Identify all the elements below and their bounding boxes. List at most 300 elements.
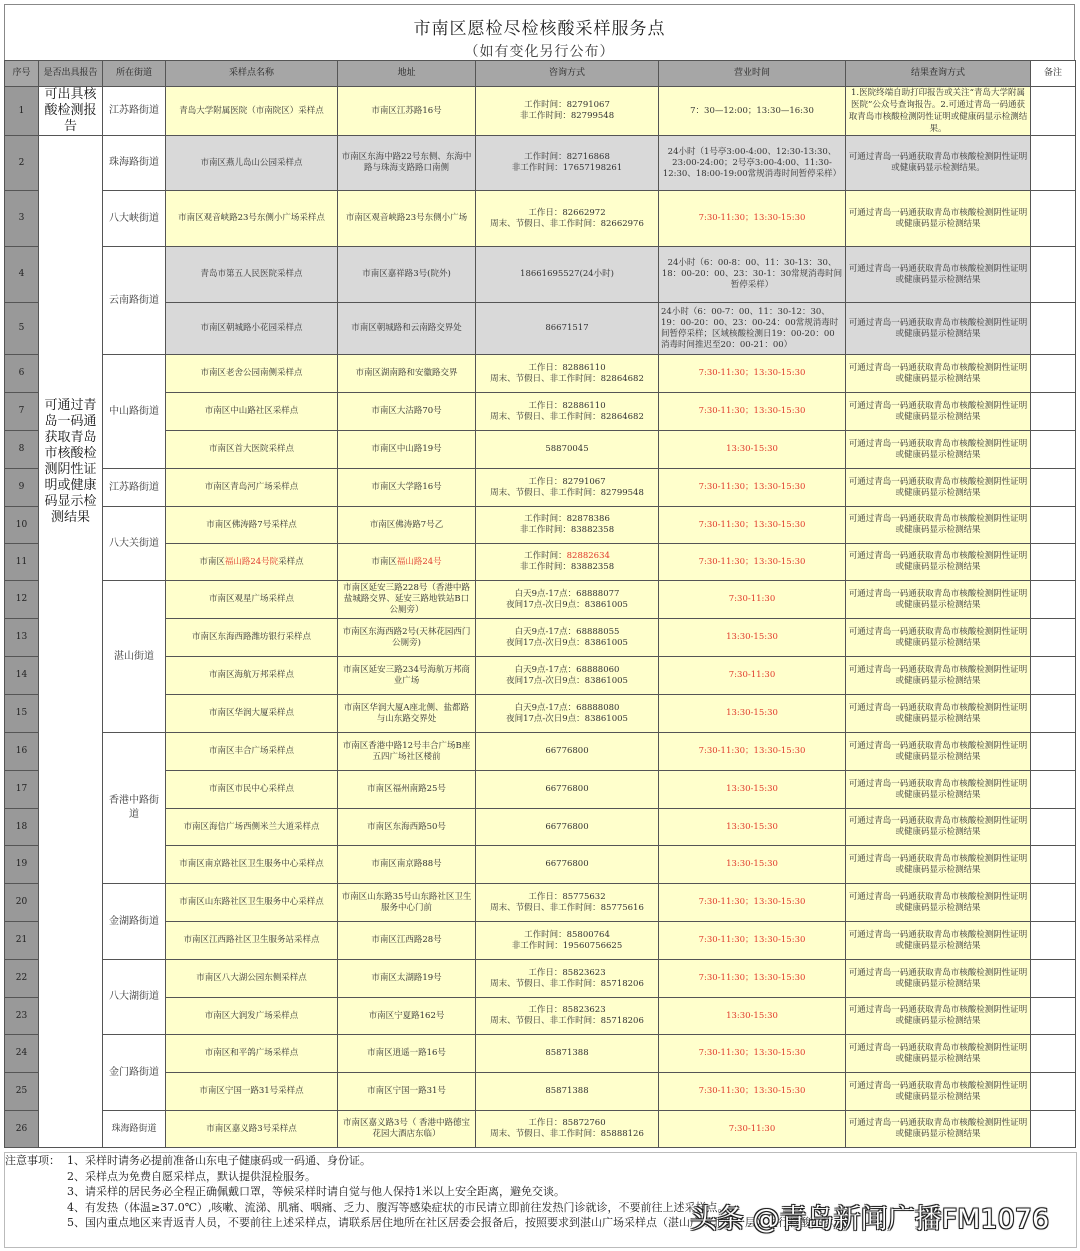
site-note <box>1031 657 1076 695</box>
contact-label: 工作时间： <box>524 551 567 561</box>
row-index: 8 <box>5 431 39 469</box>
site-address: 市南区江苏路16号 <box>338 87 476 136</box>
address-text: 市南区 <box>371 556 397 567</box>
site-name: 市南区嘉义路3号采样点 <box>166 1111 338 1148</box>
site-address: 市南区江西路28号 <box>338 922 476 960</box>
report-group-cell: 可出具核酸检测报告 <box>39 87 103 136</box>
hours-text: 7:30-11:30；13:30-15:30 <box>698 556 806 567</box>
site-contact <box>476 431 659 469</box>
contact-line: 非工作时间：83882358 <box>519 525 615 535</box>
site-note <box>1031 809 1076 846</box>
name-highlight: 福山路24号院 <box>224 556 279 567</box>
site-name: 市南区江西路社区卫生服务站采样点 <box>166 922 338 960</box>
site-result: 可通过青岛一码通获取青岛市核酸检测阴性证明或健康码显示检测结果 <box>846 581 1031 619</box>
hours-text: 24小时（6：00-7：00、11：30-12：30、19：00-20：00、23：00-24：00常规消毒时间暂停采样；区域核酸检测日19：00-20：00消毒时间推迟至20：00-21：00） <box>661 306 839 350</box>
report-group-cell: 可通过青岛一码通获取青岛市核酸检测阴性证明或健康码显示检测结果 <box>39 136 103 1148</box>
site-hours <box>659 355 846 393</box>
table-row <box>5 431 1076 469</box>
contact-line: 夜间17点-次日9点：83861005 <box>506 675 628 686</box>
contact-line <box>478 551 656 562</box>
site-result: 1.医院终端自助打印报告或关注“青岛大学附属医院”公众号查询报告。2.可通过青岛一码通获取青岛市核酸检测阴性证明或健康码显示检测结果。 <box>846 87 1031 136</box>
hours-text: 7:30-11:30；13:30-15:30 <box>698 213 806 223</box>
table-row <box>5 507 1076 544</box>
site-contact <box>476 469 659 507</box>
site-hours <box>659 544 846 581</box>
table-row <box>5 355 1076 393</box>
contact-line: 周末、节假日、非工作时间：82662976 <box>490 218 644 229</box>
contact-line: 周末、节假日、非工作时间：82799548 <box>490 487 644 498</box>
site-note <box>1031 922 1076 960</box>
street-cell: 中山路街道 <box>103 355 166 469</box>
contact-line: 工作日：82886110 <box>528 400 606 411</box>
site-contact <box>476 544 659 581</box>
site-hours <box>659 657 846 695</box>
site-address: 市南区嘉义路3号（ 香港中路德宝花园大酒店东临） <box>338 1111 476 1148</box>
table-row <box>5 695 1076 733</box>
contact-line: 白天9点-17点：68888055 <box>514 626 620 637</box>
row-index: 24 <box>5 1035 39 1073</box>
site-name: 市南区东海西路潍坊银行采样点 <box>166 619 338 657</box>
row-index: 11 <box>5 544 39 581</box>
site-hours <box>659 809 846 846</box>
row-index: 5 <box>5 303 39 355</box>
notes-lead: 注意事项： <box>5 1154 60 1167</box>
site-result: 可通过青岛一码通获取青岛市核酸检测阴性证明或健康码显示检测结果 <box>846 507 1031 544</box>
header-name: 采样点名称 <box>166 61 338 87</box>
site-note <box>1031 619 1076 657</box>
contact-line: 工作日：82662972 <box>528 207 606 218</box>
row-index: 10 <box>5 507 39 544</box>
site-result: 可通过青岛一码通获取青岛市核酸检测阴性证明或健康码显示检测结果 <box>846 431 1031 469</box>
site-address: 市南区东海中路22号东侧、东海中路与珠海支路路口南侧 <box>338 136 476 191</box>
site-address: 市南区东海西路2号(天林花园西门公厕旁) <box>338 619 476 657</box>
row-index: 22 <box>5 960 39 998</box>
site-hours <box>659 136 846 191</box>
site-address: 市南区湖南路和安徽路交界 <box>338 355 476 393</box>
hours-text: 7:30-11:30；13:30-15:30 <box>698 406 806 416</box>
site-address: 市南区宁夏路162号 <box>338 998 476 1035</box>
site-note <box>1031 431 1076 469</box>
header-note: 备注 <box>1031 61 1076 87</box>
site-hours <box>659 771 846 809</box>
contact-line: 白天9点-17点：68888060 <box>514 664 620 675</box>
site-contact <box>476 355 659 393</box>
contact-line: 66776800 <box>545 784 589 794</box>
site-address: 市南区南京路88号 <box>338 846 476 884</box>
note-item: 4、有发热（体温≥37.0℃）,咳嗽、流涕、肌痛、咽痛、乏力、腹泻等感染症状的市民请立即前往发热门诊就诊，不要前往上述采样点。 <box>67 1200 729 1214</box>
site-hours <box>659 469 846 507</box>
site-name: 市南区观音峡路23号东侧小广场采样点 <box>166 191 338 247</box>
site-address: 市南区佛涛路7号乙 <box>338 507 476 544</box>
row-index: 26 <box>5 1111 39 1148</box>
header-hours: 营业时间 <box>659 61 846 87</box>
row-index: 3 <box>5 191 39 247</box>
row-index: 19 <box>5 846 39 884</box>
site-address: 市南区逍遥一路16号 <box>338 1035 476 1073</box>
site-hours <box>659 1111 846 1148</box>
site-hours <box>659 191 846 247</box>
site-address: 市南区延安三路228号（香港中路盐城路交界、延安三路地铁站B口公厕旁） <box>338 581 476 619</box>
street-cell: 湛山街道 <box>103 581 166 733</box>
site-name <box>166 544 338 581</box>
site-contact <box>476 733 659 771</box>
contact-line: 工作时间：85800764 <box>524 929 610 940</box>
row-index: 12 <box>5 581 39 619</box>
contact-line: 非工作时间：19560756625 <box>511 940 623 951</box>
site-address: 市南区山东路35号山东路社区卫生服务中心门前 <box>338 884 476 922</box>
site-result: 可通过青岛一码通获取青岛市核酸检测阴性证明或健康码显示检测结果 <box>846 809 1031 846</box>
address-highlight: 福山路24号 <box>396 556 442 567</box>
site-contact <box>476 136 659 191</box>
site-hours <box>659 884 846 922</box>
contact-line: 白天9点-17点：68888077 <box>514 588 620 599</box>
row-index: 23 <box>5 998 39 1035</box>
street-cell: 珠海路街道 <box>103 136 166 191</box>
site-contact <box>476 884 659 922</box>
site-address: 市南区香港中路12号丰合广场B座五四广场社区楼前 <box>338 733 476 771</box>
row-index: 14 <box>5 657 39 695</box>
hours-text: 13:30-15:30 <box>726 784 778 794</box>
table-row <box>5 136 1076 191</box>
site-address: 市南区中山路19号 <box>338 431 476 469</box>
row-index: 9 <box>5 469 39 507</box>
site-name: 青岛大学附属医院（市南院区）采样点 <box>166 87 338 136</box>
site-note <box>1031 1035 1076 1073</box>
table-row <box>5 619 1076 657</box>
site-name: 市南区丰合广场采样点 <box>166 733 338 771</box>
contact-line: 18661695527(24小时) <box>520 269 614 279</box>
hours-text: 7:30-11:30；13:30-15:30 <box>698 1086 806 1096</box>
site-name: 市南区八大湖公园东侧采样点 <box>166 960 338 998</box>
title-block <box>4 4 1075 60</box>
site-contact <box>476 247 659 303</box>
row-index: 17 <box>5 771 39 809</box>
page-subtitle: （如有变化另行公布） <box>464 44 615 60</box>
site-result: 可通过青岛一码通获取青岛市核酸检测阴性证明或健康码显示检测结果 <box>846 884 1031 922</box>
header-contact: 咨询方式 <box>476 61 659 87</box>
site-note <box>1031 507 1076 544</box>
site-result: 可通过青岛一码通获取青岛市核酸检测阴性证明或健康码显示检测结果 <box>846 657 1031 695</box>
row-index: 21 <box>5 922 39 960</box>
contact-line: 工作日：82886110 <box>528 362 606 373</box>
contact-line: 工作日：85872760 <box>528 1118 606 1128</box>
contact-line: 周末、节假日、非工作时间：82864682 <box>490 373 644 384</box>
site-contact <box>476 809 659 846</box>
site-note <box>1031 695 1076 733</box>
street-cell: 八大峡街道 <box>103 191 166 247</box>
site-address: 市南区华润大厦A座北侧、盐都路与山东路交界处 <box>338 695 476 733</box>
contact-line: 白天9点-17点：68888080 <box>514 702 620 713</box>
site-note <box>1031 1073 1076 1111</box>
site-hours <box>659 431 846 469</box>
table-row <box>5 544 1076 581</box>
site-name: 市南区首大医院采样点 <box>166 431 338 469</box>
header-street: 所在街道 <box>103 61 166 87</box>
site-hours <box>659 247 846 303</box>
site-note <box>1031 581 1076 619</box>
site-result: 可通过青岛一码通获取青岛市核酸检测阴性证明或健康码显示检测结果 <box>846 960 1031 998</box>
site-address: 市南区东海西路50号 <box>338 809 476 846</box>
hours-text: 13:30-15:30 <box>726 708 778 718</box>
sampling-points-table <box>4 60 1076 1148</box>
contact-line: 66776800 <box>545 859 589 869</box>
site-hours <box>659 846 846 884</box>
site-note <box>1031 884 1076 922</box>
site-hours <box>659 393 846 431</box>
contact-line: 周末、节假日、非工作时间：85775616 <box>490 902 644 913</box>
site-result: 可通过青岛一码通获取青岛市核酸检测阴性证明或健康码显示检测结果 <box>846 619 1031 657</box>
site-result: 可通过青岛一码通获取青岛市核酸检测阴性证明或健康码显示检测结果 <box>846 998 1031 1035</box>
site-address: 市南区大沽路70号 <box>338 393 476 431</box>
site-address <box>338 544 476 581</box>
site-name: 市南区观星广场采样点 <box>166 581 338 619</box>
street-cell: 江苏路街道 <box>103 87 166 136</box>
site-name: 市南区青岛河广场采样点 <box>166 469 338 507</box>
site-note <box>1031 998 1076 1035</box>
hours-text: 7:30-11:30；13:30-15:30 <box>698 746 806 756</box>
contact-line: 周末、节假日、非工作时间：85718206 <box>490 978 644 989</box>
note-item: 2、采样点为免费自愿采样点，默认提供混检服务。 <box>67 1169 316 1183</box>
sampling-points-sheet <box>4 4 1075 1148</box>
site-contact <box>476 998 659 1035</box>
table-row <box>5 1073 1076 1111</box>
site-note <box>1031 960 1076 998</box>
site-name: 市南区海航万邦采样点 <box>166 657 338 695</box>
row-index: 25 <box>5 1073 39 1111</box>
table-row <box>5 469 1076 507</box>
site-name: 市南区南京路社区卫生服务中心采样点 <box>166 846 338 884</box>
site-address: 市南区朝城路和云南路交界处 <box>338 303 476 355</box>
site-result: 可通过青岛一码通获取青岛市核酸检测阴性证明或健康码显示检测结果 <box>846 846 1031 884</box>
site-result: 可通过青岛一码通获取青岛市核酸检测阴性证明或健康码显示检测结果 <box>846 695 1031 733</box>
contact-line: 工作日：85823623 <box>528 967 606 978</box>
table-row <box>5 960 1076 998</box>
table-row <box>5 303 1076 355</box>
site-result: 可通过青岛一码通获取青岛市核酸检测阴性证明或健康码显示检测结果 <box>846 1111 1031 1148</box>
table-row <box>5 1111 1076 1148</box>
site-contact <box>476 771 659 809</box>
street-cell: 金湖路街道 <box>103 884 166 960</box>
site-contact <box>476 303 659 355</box>
row-index: 6 <box>5 355 39 393</box>
contact-line: 66776800 <box>545 746 589 756</box>
note-text: 1、采样时请务必提前准备山东电子健康码或一码通、身份证。 <box>67 1154 371 1167</box>
hours-text: 7:30-11:30；13:30-15:30 <box>698 1048 806 1058</box>
contact-line: 夜间17点-次日9点：83861005 <box>506 599 628 610</box>
site-address: 市南区延安三路234号海航万邦商业广场 <box>338 657 476 695</box>
site-result: 可通过青岛一码通获取青岛市核酸检测阴性证明或健康码显示检测结果 <box>846 393 1031 431</box>
row-index: 7 <box>5 393 39 431</box>
site-note <box>1031 1111 1076 1148</box>
site-note <box>1031 393 1076 431</box>
site-note <box>1031 355 1076 393</box>
header-index: 序号 <box>5 61 39 87</box>
site-address: 市南区观音峡路23号东侧小广场 <box>338 191 476 247</box>
contact-line: 非工作时间：17657198261 <box>511 163 623 173</box>
contact-line: 工作时间：82716868 <box>524 152 610 162</box>
row-index: 2 <box>5 136 39 191</box>
table-row <box>5 657 1076 695</box>
site-contact <box>476 393 659 431</box>
note-item <box>5 1153 1076 1169</box>
site-hours <box>659 303 846 355</box>
contact-line: 非工作时间：83882358 <box>519 562 615 572</box>
site-note <box>1031 247 1076 303</box>
site-note <box>1031 846 1076 884</box>
site-result: 可通过青岛一码通获取青岛市核酸检测阴性证明或健康码显示检测结果 <box>846 1073 1031 1111</box>
site-hours <box>659 922 846 960</box>
site-result: 可通过青岛一码通获取青岛市核酸检测阴性证明或健康码显示检测结果 <box>846 247 1031 303</box>
site-contact <box>476 922 659 960</box>
site-result: 可通过青岛一码通获取青岛市核酸检测阴性证明或健康码显示检测结果 <box>846 544 1031 581</box>
contact-line: 85871388 <box>545 1086 589 1096</box>
site-result: 可通过青岛一码通获取青岛市核酸检测阴性证明或健康码显示检测结果 <box>846 303 1031 355</box>
site-note <box>1031 544 1076 581</box>
street-cell: 江苏路街道 <box>103 469 166 507</box>
table-row <box>5 191 1076 247</box>
site-name: 市南区和平鸽广场采样点 <box>166 1035 338 1073</box>
hours-text: 7:30-11:30；13:30-15:30 <box>698 935 806 945</box>
hours-text: 24小时（1号亭3:00-4:00、12:30-13:30、23:00-24:00；2号亭3:00-4:00、11:30-12:30、18:00-19:00常规消毒时间暂停采样） <box>662 146 842 179</box>
site-name: 市南区中山路社区采样点 <box>166 393 338 431</box>
table-row <box>5 809 1076 846</box>
site-note <box>1031 733 1076 771</box>
hours-text: 24小时（6：00-8：00、11：30-13：30、18：00-20：00、23：30-1：30常规消毒时间暂停采样） <box>661 258 843 290</box>
site-result: 可通过青岛一码通获取青岛市核酸检测阴性证明或健康码显示检测结果 <box>846 191 1031 247</box>
table-row <box>5 922 1076 960</box>
contact-line: 工作时间：82878386 <box>524 514 610 524</box>
hours-text: 7：30—12:00；13:30—16:30 <box>690 105 814 116</box>
site-hours <box>659 998 846 1035</box>
site-name: 市南区老舍公园南侧采样点 <box>166 355 338 393</box>
hours-text: 7:30-11:30 <box>728 670 776 680</box>
site-name: 市南区佛涛路7号采样点 <box>166 507 338 544</box>
street-cell: 金门路街道 <box>103 1035 166 1111</box>
name-text: 市南区 <box>199 556 225 567</box>
site-contact <box>476 1073 659 1111</box>
site-hours <box>659 733 846 771</box>
site-hours <box>659 1073 846 1111</box>
site-result: 可通过青岛一码通获取青岛市核酸检测阴性证明或健康码显示检测结果。 <box>846 136 1031 191</box>
contact-line: 非工作时间：82799548 <box>519 111 615 121</box>
site-contact <box>476 619 659 657</box>
contact-line: 66776800 <box>545 821 589 832</box>
contact-line: 58870045 <box>545 444 589 454</box>
contact-line: 工作日：85775632 <box>528 891 606 902</box>
hours-text: 7:30-11:30 <box>728 1123 776 1134</box>
site-contact <box>476 1035 659 1073</box>
contact-line: 夜间17点-次日9点：83861005 <box>506 637 628 648</box>
note-item: 5、国内重点地区来青返青人员，不要前往上述采样点，请联系居住地所在社区居委会报备后，按照要求到湛山广场采样点（湛山广场北侧一层）进行核酸采样。 <box>67 1216 844 1229</box>
site-contact <box>476 87 659 136</box>
contact-line: 周末、节假日、非工作时间：85888126 <box>490 1129 644 1139</box>
site-address: 市南区宁国一路31号 <box>338 1073 476 1111</box>
site-name: 市南区宁国一路31号采样点 <box>166 1073 338 1111</box>
street-cell: 香港中路街道 <box>103 733 166 884</box>
site-address: 市南区太湖路19号 <box>338 960 476 998</box>
street-cell: 云南路街道 <box>103 247 166 355</box>
header-result: 结果查询方式 <box>846 61 1031 87</box>
contact-line: 周末、节假日、非工作时间：82864682 <box>490 411 644 422</box>
site-hours <box>659 87 846 136</box>
hours-text: 13:30-15:30 <box>726 632 778 642</box>
site-note <box>1031 469 1076 507</box>
row-index: 1 <box>5 87 39 136</box>
hours-text: 7:30-11:30；13:30-15:30 <box>698 973 806 983</box>
hours-text: 7:30-11:30；13:30-15:30 <box>698 482 806 492</box>
site-contact <box>476 695 659 733</box>
table-row <box>5 771 1076 809</box>
note-item: 3、请采样的居民务必全程正确佩戴口罩，等候采样时请自觉与他人保持1米以上安全距离，避免交谈。 <box>67 1185 565 1198</box>
name-text: 采样点 <box>278 556 304 567</box>
header-report: 是否出具报告 <box>39 61 103 87</box>
hours-text: 13:30-15:30 <box>726 1010 778 1021</box>
table-row <box>5 733 1076 771</box>
site-contact <box>476 960 659 998</box>
site-contact <box>476 1111 659 1148</box>
site-hours <box>659 619 846 657</box>
street-cell: 八大关街道 <box>103 507 166 581</box>
site-hours <box>659 507 846 544</box>
site-note <box>1031 87 1076 136</box>
site-note <box>1031 191 1076 247</box>
contact-line: 工作时间：82791067 <box>524 100 610 110</box>
header-address: 地址 <box>338 61 476 87</box>
row-index: 15 <box>5 695 39 733</box>
site-contact <box>476 846 659 884</box>
table-row <box>5 393 1076 431</box>
site-note <box>1031 303 1076 355</box>
contact-highlight: 82882634 <box>566 551 610 561</box>
site-hours <box>659 960 846 998</box>
page-title: 市南区愿检尽检核酸采样服务点 <box>413 19 666 39</box>
site-address: 市南区嘉祥路3号(院外) <box>338 247 476 303</box>
table-row <box>5 884 1076 922</box>
site-contact <box>476 191 659 247</box>
site-name: 市南区大润发广场采样点 <box>166 998 338 1035</box>
site-name: 市南区市民中心采样点 <box>166 771 338 809</box>
site-address: 市南区福州南路25号 <box>338 771 476 809</box>
site-name: 市南区山东路社区卫生服务中心采样点 <box>166 884 338 922</box>
hours-text: 13:30-15:30 <box>726 821 778 832</box>
contact-line: 86671517 <box>545 323 589 333</box>
site-hours <box>659 695 846 733</box>
row-index: 16 <box>5 733 39 771</box>
site-name: 青岛市第五人民医院采样点 <box>166 247 338 303</box>
site-note <box>1031 771 1076 809</box>
site-result: 可通过青岛一码通获取青岛市核酸检测阴性证明或健康码显示检测结果 <box>846 922 1031 960</box>
site-hours <box>659 1035 846 1073</box>
site-address: 市南区大学路16号 <box>338 469 476 507</box>
contact-line: 周末、节假日、非工作时间：85718206 <box>490 1016 644 1026</box>
site-name: 市南区朝城路小花园采样点 <box>166 303 338 355</box>
site-hours <box>659 581 846 619</box>
hours-text: 13:30-15:30 <box>726 444 778 454</box>
table-row <box>5 247 1076 303</box>
contact-line: 工作日：85823623 <box>528 1005 606 1015</box>
row-index: 13 <box>5 619 39 657</box>
site-name: 市南区华润大厦采样点 <box>166 695 338 733</box>
row-index: 18 <box>5 809 39 846</box>
site-contact <box>476 507 659 544</box>
table-row <box>5 1035 1076 1073</box>
hours-text: 13:30-15:30 <box>726 859 778 869</box>
site-result: 可通过青岛一码通获取青岛市核酸检测阴性证明或健康码显示检测结果 <box>846 1035 1031 1073</box>
site-note <box>1031 136 1076 191</box>
site-result: 可通过青岛一码通获取青岛市核酸检测阴性证明或健康码显示检测结果 <box>846 733 1031 771</box>
table-row <box>5 87 1076 136</box>
row-index: 20 <box>5 884 39 922</box>
